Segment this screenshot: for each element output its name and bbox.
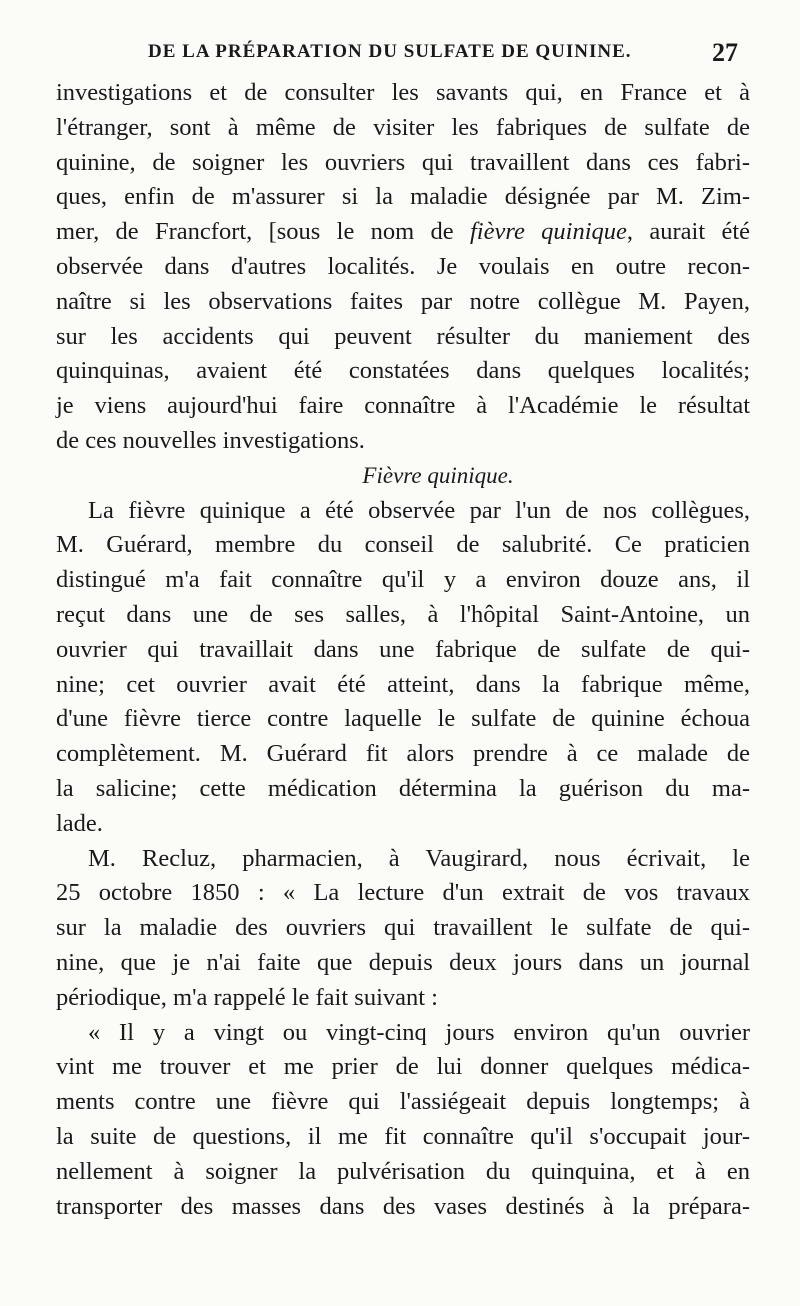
text-line: sur la maladie des ouvriers qui travaillent le sulfate de qui- <box>56 914 750 942</box>
italic-term: fièvre quinique <box>469 218 627 246</box>
text-line: lade. <box>56 809 103 837</box>
paragraph-3 <box>56 842 750 1016</box>
text-line: ments contre une fièvre qui l'assiégeait depuis longtemps; à <box>56 1088 750 1116</box>
text-segment: mer, de Francfort, [sous le nom de <box>56 218 470 246</box>
paragraph-1 <box>56 76 750 459</box>
text-line: l'étranger, sont à même de visiter les fabriques de sulfate de <box>56 113 750 141</box>
text-line <box>56 215 750 250</box>
text-line: La fièvre quinique a été observée par l'un de nos collègues, <box>88 496 750 524</box>
text-line: M. Recluz, pharmacien, à Vaugirard, nous écrivait, le <box>88 844 750 872</box>
text-line: périodique, m'a rappelé le fait suivant : <box>56 983 438 1011</box>
text-line: nellement à soigner la pulvérisation du quinquina, et à en <box>56 1157 750 1185</box>
text-line: nine; cet ouvrier avait été atteint, dans la fabrique même, <box>56 670 750 698</box>
text-line: reçut dans une de ses salles, à l'hôpital Saint-Antoine, un <box>56 600 750 628</box>
text-line: distingué m'a fait connaître qu'il y a environ douze ans, il <box>56 566 750 594</box>
text-line: la suite de questions, il me fit connaître qu'il s'occupait jour- <box>56 1122 750 1150</box>
text-segment: , aurait été <box>626 218 750 246</box>
text-line: quinine, de soigner les ouvriers qui travaillent dans ces fabri- <box>56 148 750 176</box>
text-line: M. Guérard, membre du conseil de salubrité. Ce praticien <box>56 531 750 559</box>
running-title: DE LA PRÉPARATION DU SULFATE DE QUININE. <box>148 41 632 62</box>
text-line: 25 octobre 1850 : « La lecture d'un extrait de vos travaux <box>56 879 750 907</box>
text-line: quinquinas, avaient été constatées dans quelques localités; <box>56 357 750 385</box>
paragraph-4 <box>56 1016 750 1225</box>
text-line: observée dans d'autres localités. Je voulais en outre recon- <box>56 252 750 280</box>
text-line: de ces nouvelles investigations. <box>56 426 365 454</box>
text-line: complètement. M. Guérard fit alors prendre à ce malade de <box>56 740 750 768</box>
text-line: investigations et de consulter les savants qui, en France et à <box>56 79 750 106</box>
text-line: « Il y a vingt ou vingt-cinq jours environ qu'un ouvrier <box>88 1018 750 1046</box>
text-line: d'une fièvre tierce contre laquelle le sulfate de quinine échoua <box>56 705 750 733</box>
paragraph-2 <box>56 494 750 842</box>
page-number: 27 <box>712 38 738 67</box>
text-line: je viens aujourd'hui faire connaître à l'Académie le résultat <box>56 392 750 420</box>
text-line: ouvrier qui travaillait dans une fabrique de sulfate de qui- <box>56 635 750 663</box>
text-line: vint me trouver et me prier de lui donner quelques médica- <box>56 1053 750 1081</box>
text-line: ques, enfin de m'assurer si la maladie désignée par M. Zim- <box>56 183 750 211</box>
body-text <box>56 76 750 1224</box>
section-heading: Fièvre quinique. <box>362 462 514 488</box>
text-line: transporter des masses dans des vases destinés à la prépara- <box>56 1192 750 1220</box>
running-head <box>148 38 738 72</box>
text-line: naître si les observations faites par notre collègue M. Payen, <box>56 287 750 315</box>
text-line: la salicine; cette médication détermina la guérison du ma- <box>56 774 750 802</box>
text-line: sur les accidents qui peuvent résulter du maniement des <box>56 322 750 350</box>
text-line: nine, que je n'ai faite que depuis deux jours dans un journal <box>56 948 750 976</box>
